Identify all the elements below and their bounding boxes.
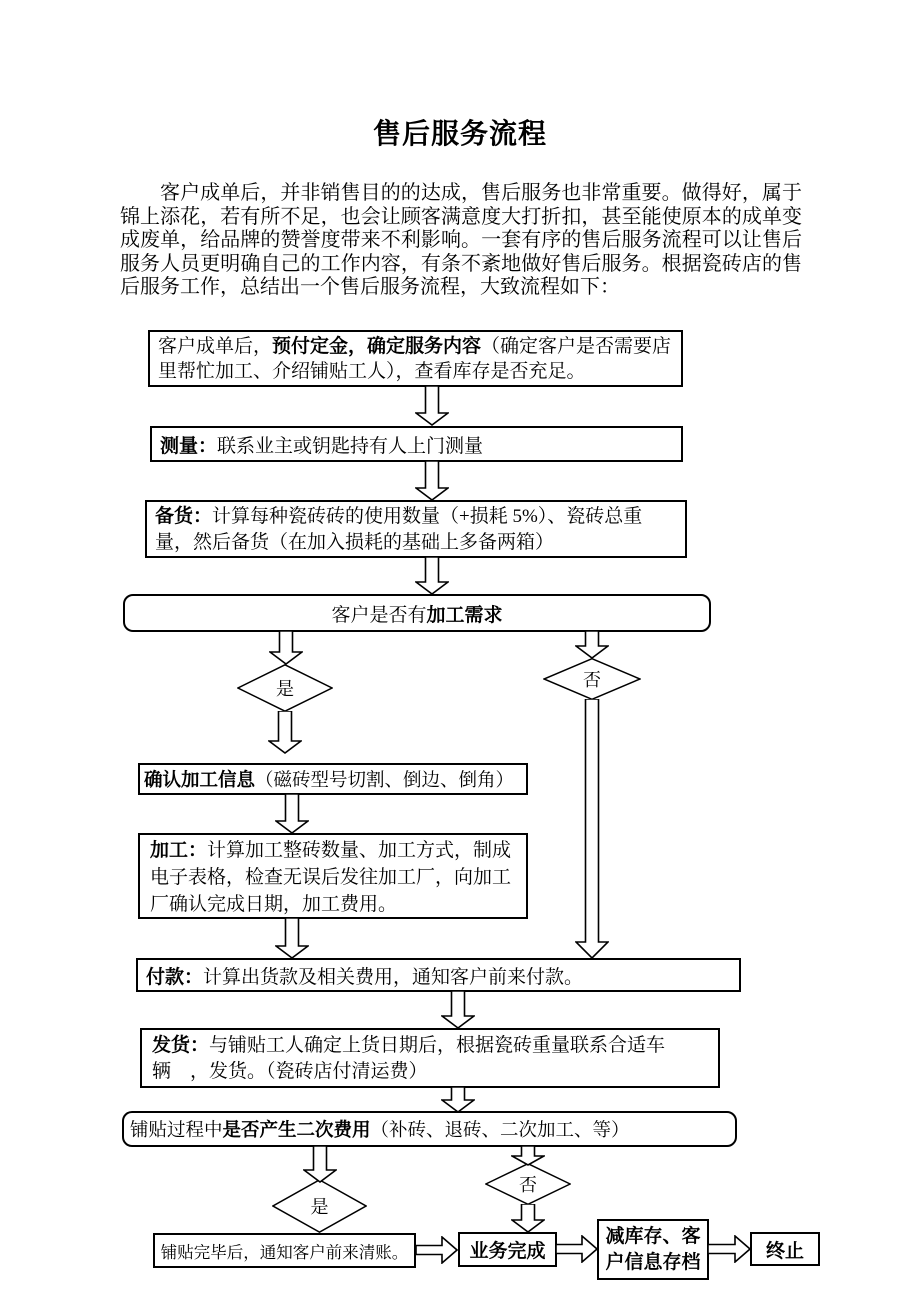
down-arrow-icon bbox=[415, 461, 449, 501]
decision-diamond-yes-1 bbox=[237, 664, 333, 712]
flow-box-order bbox=[148, 330, 683, 387]
done-text: 业务完成 bbox=[469, 1241, 546, 1262]
flow-box-done bbox=[458, 1232, 557, 1267]
order-text: 客户成单后，预付定金，确定服务内容（确定客户是否需要店里帮忙加工、介绍铺贴工人），查看库存是否充足。 bbox=[158, 336, 672, 382]
down-arrow-icon bbox=[441, 1087, 475, 1113]
flow-box-payment bbox=[136, 958, 741, 992]
down-arrow-icon bbox=[275, 918, 309, 959]
down-arrow-icon bbox=[511, 1146, 545, 1166]
right-arrow-icon bbox=[708, 1235, 751, 1263]
page-title: 售后服务流程 bbox=[372, 119, 547, 150]
flow-decision-secondary-fee bbox=[122, 1111, 737, 1147]
decision-label-no: 否 bbox=[583, 670, 601, 690]
right-arrow-icon bbox=[556, 1235, 598, 1263]
secondary-fee-text: 铺贴过程中是否产生二次费用（补砖、退砖、二次加工、等） bbox=[130, 1121, 630, 1141]
down-arrow-icon bbox=[303, 1146, 337, 1183]
decision-diamond-no-1 bbox=[543, 658, 641, 700]
down-arrow-long-icon bbox=[575, 699, 609, 959]
down-arrow-icon bbox=[268, 711, 302, 754]
payment-text: 付款：计算出货款及相关费用，通知客户前来付款。 bbox=[146, 966, 584, 988]
decision-label-no: 否 bbox=[519, 1175, 537, 1195]
archive-text: 减库存、客户信息存档 bbox=[605, 1225, 701, 1273]
flow-box-stock bbox=[145, 500, 687, 558]
end-text: 终止 bbox=[765, 1240, 804, 1262]
flow-box-end bbox=[750, 1232, 820, 1266]
shipping-text: 发货：与铺贴工人确定上货日期后，根据瓷砖重量联系合适车辆 ，发货。（瓷砖店付清运费） bbox=[152, 1035, 666, 1082]
flow-box-processing bbox=[138, 833, 528, 919]
flow-decision-need-processing bbox=[123, 594, 711, 632]
down-arrow-icon bbox=[575, 631, 609, 659]
decision-diamond-no-2 bbox=[485, 1163, 571, 1205]
confirm-text: 确认加工信息（磁砖型号切割、倒边、倒角） bbox=[144, 771, 515, 791]
decision-label-yes: 是 bbox=[276, 679, 294, 699]
decision-diamond-yes-2 bbox=[272, 1179, 367, 1233]
flow-box-archive bbox=[597, 1219, 709, 1280]
flow-box-settle bbox=[153, 1233, 416, 1268]
down-arrow-icon bbox=[441, 991, 475, 1029]
down-arrow-icon bbox=[415, 557, 449, 595]
decision-label-yes: 是 bbox=[310, 1197, 329, 1217]
down-arrow-icon bbox=[415, 386, 449, 426]
down-arrow-icon bbox=[511, 1204, 545, 1233]
right-arrow-icon bbox=[416, 1236, 458, 1264]
stock-text: 备货：计算每种瓷砖砖的使用数量（+损耗 5%）、瓷砖总重量，然后备货（在加入损耗的基础上多备两箱） bbox=[155, 506, 643, 553]
measure-text: 测量：联系业主或钥匙持有人上门测量 bbox=[160, 435, 484, 457]
down-arrow-icon bbox=[275, 794, 309, 834]
processing-text: 加工：计算加工整砖数量、加工方式，制成电子表格，检查无误后发往加工厂，向加工厂确认完成日期，加工费用。 bbox=[150, 840, 512, 915]
flow-box-confirm-processing bbox=[138, 763, 528, 795]
need-processing-text: 客户是否有加工需求 bbox=[331, 604, 503, 626]
intro-paragraph: 客户成单后，并非销售目的的达成，售后服务也非常重要。做得好，属于锦上添花，若有所不足，也会让顾客满意度大打折扣，甚至能使原本的成单变成废单，给品牌的赞誉度带来不利影响。一套有序的售后服务流程可以让售后服务人员更明确自己的工作内容，有条不紊地做好售后服务。根据瓷砖店的售后服务工作，总结出一个售后服务流程，大致流程如下： bbox=[120, 182, 802, 298]
down-arrow-icon bbox=[269, 631, 303, 665]
flow-box-measure bbox=[150, 426, 683, 462]
flow-box-shipping bbox=[140, 1028, 720, 1088]
settle-text: 铺贴完毕后，通知客户前来清账。 bbox=[160, 1242, 409, 1262]
